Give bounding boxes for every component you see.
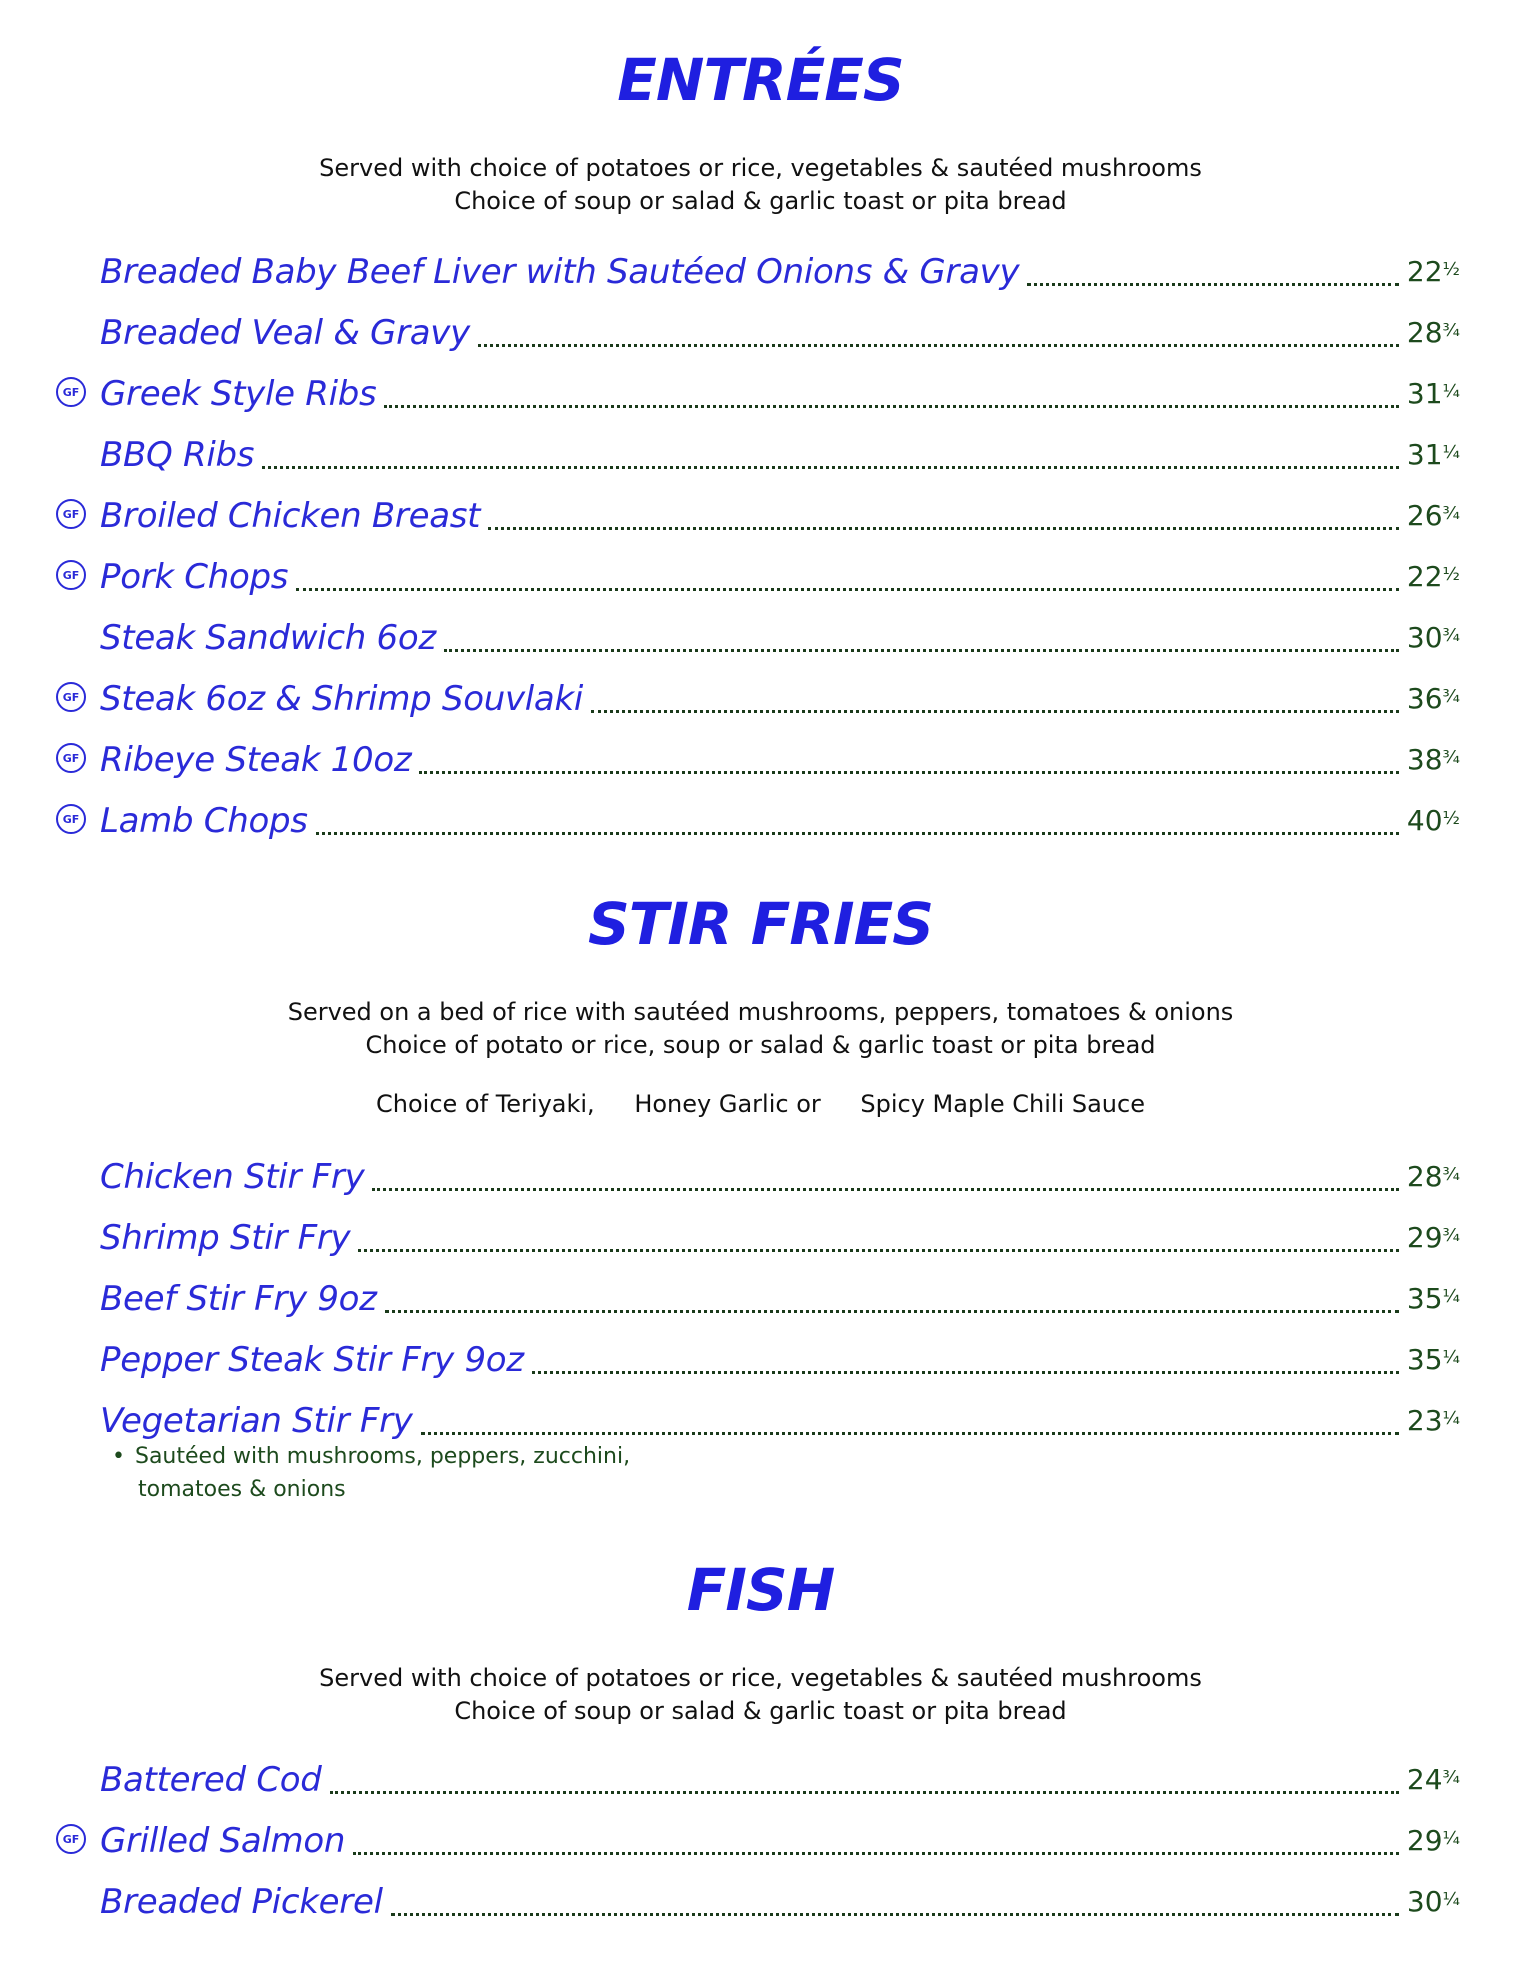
dot-leader <box>330 1791 1399 1794</box>
item-price: $24^{\frac{3}{4}}$ <box>1406 1763 1460 1796</box>
item-price: $38^{\frac{3}{4}}$ <box>1406 743 1460 776</box>
menu-item <box>100 676 1460 722</box>
stir-fries-subtitle-2: Choice of potato or rice, soup or salad & garlic toast or pita bread <box>365 1031 1156 1059</box>
gluten-free-icon: GF <box>56 743 86 773</box>
item-name: Lamb Chops <box>100 801 308 841</box>
dot-leader <box>296 588 1399 591</box>
item-name: Beef Stir Fry 9oz <box>100 1279 377 1319</box>
dot-leader <box>478 344 1399 347</box>
gluten-free-icon: GF <box>56 377 86 407</box>
dot-leader <box>316 832 1399 835</box>
item-name: Chicken Stir Fry <box>100 1157 365 1197</box>
item-name: Pepper Steak Stir Fry 9oz <box>100 1340 524 1380</box>
entrees-subtitle-1: Served with choice of potatoes or rice, vegetables & sautéed mushrooms <box>319 154 1202 182</box>
menu-item <box>100 1337 1460 1383</box>
item-name: Ribeye Steak 10oz <box>100 740 412 780</box>
note-line-1: • Sautéed with mushrooms, peppers, zucchini, <box>112 1444 631 1469</box>
entrees-subtitle-2: Choice of soup or salad & garlic toast or pita bread <box>454 187 1067 215</box>
menu-item <box>100 432 1460 478</box>
item-name: BBQ Ribs <box>100 435 255 475</box>
item-name: Broiled Chicken Breast <box>100 496 481 536</box>
item-price: $26^{\frac{3}{4}}$ <box>1406 499 1460 532</box>
item-price: $29^{\frac{1}{4}}$ <box>1406 1824 1460 1857</box>
item-price: $28^{\frac{3}{4}}$ <box>1406 316 1460 349</box>
gluten-free-icon: GF <box>56 682 86 712</box>
gluten-free-icon: GF <box>56 499 86 529</box>
item-name: Breaded Veal & Gravy <box>100 313 470 353</box>
menu-item <box>100 1276 1460 1322</box>
item-price: $28^{\frac{3}{4}}$ <box>1406 1160 1460 1193</box>
item-name: Steak Sandwich 6oz <box>100 618 436 658</box>
item-price: $22^{\frac{1}{2}}$ <box>1406 560 1460 593</box>
fish-subtitle-1: Served with choice of potatoes or rice, vegetables & sautéed mushrooms <box>319 1664 1202 1692</box>
dot-leader <box>532 1371 1399 1374</box>
menu-item <box>100 737 1460 783</box>
sauce-choice: Spicy Maple Chili Sauce <box>860 1090 1145 1118</box>
gluten-free-icon: GF <box>56 804 86 834</box>
item-name: Greek Style Ribs <box>100 374 377 414</box>
dot-leader <box>591 710 1399 713</box>
dot-leader <box>384 405 1398 408</box>
item-name: Pork Chops <box>100 557 289 597</box>
menu-item <box>100 554 1460 600</box>
bullet-icon: • <box>112 1444 125 1469</box>
item-price: $31^{\frac{1}{4}}$ <box>1406 377 1460 410</box>
gluten-free-icon: GF <box>56 560 86 590</box>
item-name: Battered Cod <box>100 1760 322 1800</box>
note-line-2: tomatoes & onions <box>138 1477 346 1502</box>
item-price: $30^{\frac{1}{4}}$ <box>1406 1885 1460 1918</box>
sauce-choice: Honey Garlic or <box>634 1090 821 1118</box>
dot-leader <box>353 1852 1399 1855</box>
fish-subtitle-2: Choice of soup or salad & garlic toast or pita bread <box>454 1697 1067 1725</box>
menu-item <box>100 1398 1460 1444</box>
stir-fries-title: STIR FRIES <box>587 890 934 958</box>
sauce-choice: Choice of Teriyaki, <box>376 1090 595 1118</box>
dot-leader <box>419 771 1399 774</box>
item-price: $22^{\frac{1}{2}}$ <box>1406 255 1460 288</box>
gluten-free-icon: GF <box>56 1824 86 1854</box>
sauce-choices <box>0 1090 1521 1118</box>
menu-item <box>100 249 1460 295</box>
item-name: Shrimp Stir Fry <box>100 1218 351 1258</box>
item-price: $29^{\frac{3}{4}}$ <box>1406 1221 1460 1254</box>
entrees-title: ENTRÉES <box>617 46 904 114</box>
menu-item <box>100 1154 1460 1200</box>
menu-item <box>100 615 1460 661</box>
menu-item <box>100 1818 1460 1864</box>
dot-leader <box>421 1432 1399 1435</box>
item-price: $30^{\frac{3}{4}}$ <box>1406 621 1460 654</box>
menu-item <box>100 1215 1460 1261</box>
menu-item <box>100 798 1460 844</box>
item-name: Breaded Baby Beef Liver with Sautéed Onions & Gravy <box>100 252 1020 292</box>
item-price: $36^{\frac{3}{4}}$ <box>1406 682 1460 715</box>
fish-title: FISH <box>686 1556 835 1624</box>
menu-item <box>100 493 1460 539</box>
item-price: $35^{\frac{1}{4}}$ <box>1406 1282 1460 1315</box>
menu-item <box>100 310 1460 356</box>
dot-leader <box>1027 283 1399 286</box>
item-name: Grilled Salmon <box>100 1821 346 1861</box>
item-price: $23^{\frac{1}{4}}$ <box>1406 1404 1460 1437</box>
menu-item <box>100 371 1460 417</box>
vegetarian-note <box>112 1440 630 1506</box>
menu-item <box>100 1757 1460 1803</box>
dot-leader <box>262 466 1399 469</box>
dot-leader <box>488 527 1399 530</box>
item-price: $35^{\frac{1}{4}}$ <box>1406 1343 1460 1376</box>
item-name: Steak 6oz & Shrimp Souvlaki <box>100 679 584 719</box>
item-price: $40^{\frac{1}{2}}$ <box>1406 804 1460 837</box>
item-name: Breaded Pickerel <box>100 1882 383 1922</box>
item-name: Vegetarian Stir Fry <box>100 1401 413 1441</box>
dot-leader <box>372 1188 1399 1191</box>
dot-leader <box>385 1310 1399 1313</box>
dot-leader <box>444 649 1399 652</box>
menu-item <box>100 1879 1460 1925</box>
stir-fries-subtitle-1: Served on a bed of rice with sautéed mushrooms, peppers, tomatoes & onions <box>287 998 1234 1026</box>
dot-leader <box>358 1249 1399 1252</box>
item-price: $31^{\frac{1}{4}}$ <box>1406 438 1460 471</box>
dot-leader <box>391 1913 1399 1916</box>
